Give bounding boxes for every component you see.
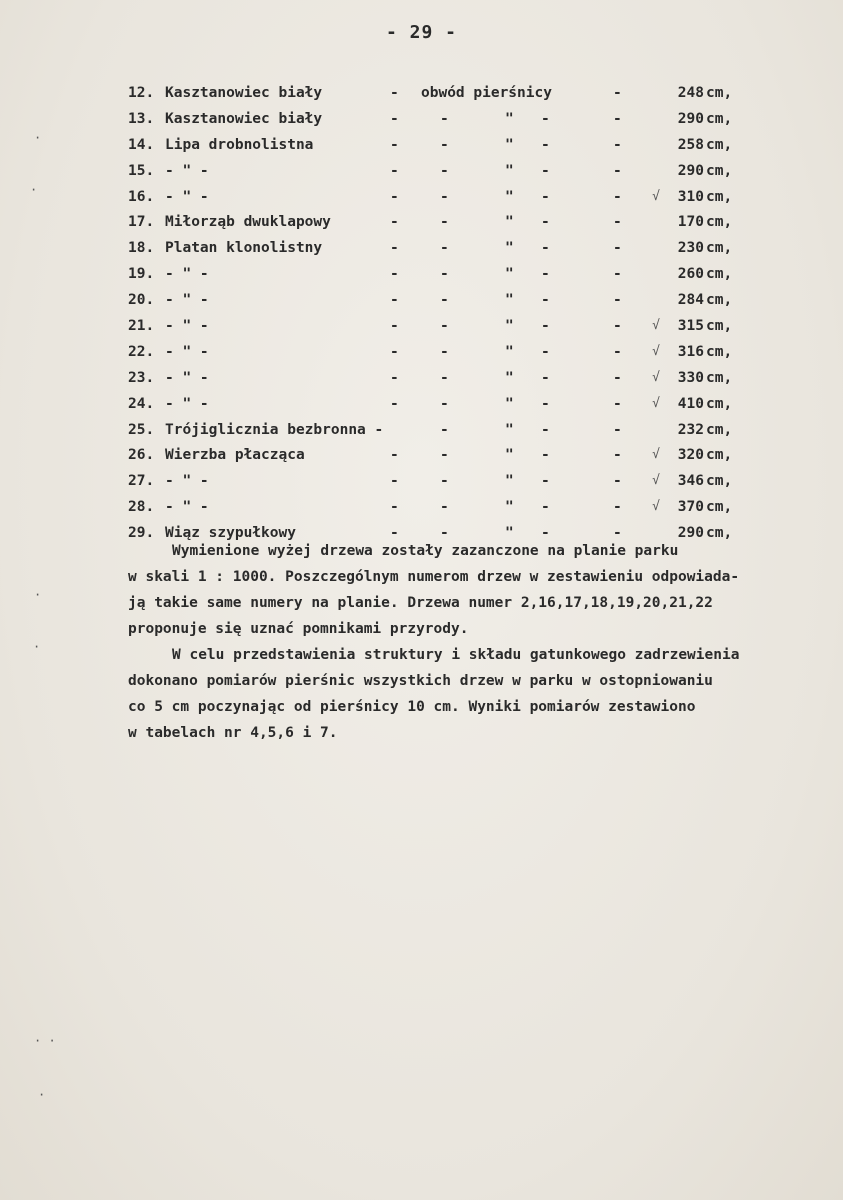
tree-row-d1: -: [390, 188, 399, 205]
tree-row-num: 25.: [128, 421, 155, 438]
tree-row-value: 290: [677, 525, 704, 542]
tree-row-d3: -: [541, 447, 550, 464]
tree-row-num: 22.: [128, 343, 155, 360]
tree-row-unit: cm,: [706, 162, 733, 179]
tree-row-q: ": [505, 525, 514, 542]
tree-row-d2: -: [440, 292, 449, 309]
paragraph-line: W celu przedstawienia struktury i składu gatunkowego zadrzewienia: [172, 647, 740, 663]
tree-row-attr: obwód pierśnicy: [421, 85, 552, 101]
tree-row-name: - " -: [165, 343, 209, 360]
tree-row-num: 20.: [128, 292, 155, 309]
tree-row-d4: -: [613, 188, 622, 205]
tree-row-d4: -: [613, 266, 622, 283]
tree-row-mark: √: [652, 395, 660, 411]
tree-row-d1: -: [390, 162, 399, 179]
tree-row-unit: cm,: [706, 292, 733, 309]
tree-row: [0, 158, 843, 184]
paper-speck: ·: [34, 131, 42, 145]
tree-row-name: Miłorząb dwuklapowy: [165, 214, 331, 231]
tree-row-d4: -: [613, 499, 622, 516]
tree-row: [0, 209, 843, 235]
tree-row-value: 290: [677, 110, 704, 127]
tree-row: [0, 468, 843, 494]
tree-row-name: Lipa drobnolistna: [165, 136, 314, 153]
tree-list: [0, 80, 843, 546]
paragraph-line: w skali 1 : 1000. Poszczególnym numerom drzew w zestawieniu odpowiada-: [128, 569, 740, 585]
tree-row-d3: -: [541, 162, 550, 179]
tree-row-num: 14.: [128, 136, 155, 153]
tree-row-name: - " -: [165, 395, 209, 412]
tree-row-d3: -: [541, 499, 550, 516]
tree-row-q: ": [505, 473, 514, 490]
tree-row: [0, 132, 843, 158]
tree-row-d3: -: [541, 318, 550, 335]
tree-row-unit: cm,: [706, 525, 733, 542]
tree-row-d1: -: [390, 110, 399, 127]
tree-row-value: 232: [677, 421, 704, 438]
tree-row-d1: -: [390, 266, 399, 283]
tree-row-d1: -: [390, 214, 399, 231]
tree-row: [0, 417, 843, 443]
tree-row-num: 27.: [128, 473, 155, 490]
tree-row-name: - " -: [165, 499, 209, 516]
tree-row-value: 330: [677, 369, 704, 386]
tree-row-d3: -: [541, 395, 550, 412]
tree-row-num: 23.: [128, 369, 155, 386]
tree-row-num: 16.: [128, 188, 155, 205]
tree-row-num: 24.: [128, 395, 155, 412]
tree-row-name: - " -: [165, 318, 209, 335]
tree-row: [0, 80, 843, 106]
tree-row-mark: √: [652, 499, 660, 515]
paragraph-line: dokonano pomiarów pierśnic wszystkich drzew w parku w ostopniowaniu: [128, 673, 713, 689]
tree-row: [0, 287, 843, 313]
tree-row-d2: -: [440, 240, 449, 257]
tree-row-d3: -: [541, 525, 550, 542]
tree-row-name: - " -: [165, 162, 209, 179]
tree-row-unit: cm,: [706, 240, 733, 257]
tree-row-d2: -: [440, 162, 449, 179]
tree-row-q: ": [505, 240, 514, 257]
tree-row-d2: -: [440, 369, 449, 386]
paragraph-line: Wymienione wyżej drzewa zostały zazanczone na planie parku: [172, 543, 679, 559]
tree-row-mark: √: [652, 369, 660, 385]
tree-row-name: - " -: [165, 188, 209, 205]
tree-row-d4: -: [613, 214, 622, 231]
tree-row-d2: -: [440, 188, 449, 205]
tree-row-name: Kasztanowiec biały: [165, 110, 323, 127]
tree-row-name: Trójiglicznia bezbronna -: [165, 421, 384, 438]
paragraph-measurements: [128, 642, 840, 746]
tree-row-q: ": [505, 292, 514, 309]
tree-row-d4: -: [613, 85, 622, 101]
tree-row-d2: -: [440, 136, 449, 153]
tree-row-d4: -: [613, 473, 622, 490]
tree-row-d4: -: [613, 421, 622, 438]
tree-row-d1: -: [390, 395, 399, 412]
tree-row-value: 284: [677, 292, 704, 309]
tree-row: [0, 235, 843, 261]
tree-row-unit: cm,: [706, 499, 733, 516]
tree-row-d4: -: [613, 162, 622, 179]
tree-row-value: 320: [677, 447, 704, 464]
tree-row-d2: -: [440, 499, 449, 516]
tree-row-d2: -: [440, 214, 449, 231]
tree-row-num: 28.: [128, 499, 155, 516]
tree-row: [0, 184, 843, 210]
tree-row-q: ": [505, 369, 514, 386]
tree-row-q: ": [505, 136, 514, 153]
tree-row-num: 17.: [128, 214, 155, 231]
tree-row-d2: -: [440, 447, 449, 464]
tree-row-num: 26.: [128, 447, 155, 464]
tree-row-d4: -: [613, 369, 622, 386]
paper-speck: ·: [33, 640, 41, 654]
paragraph-line: w tabelach nr 4,5,6 i 7.: [128, 725, 338, 741]
tree-row-d3: -: [541, 110, 550, 127]
tree-row: [0, 313, 843, 339]
paragraph-line: proponuje się uznać pomnikami przyrody.: [128, 621, 469, 637]
tree-row-unit: cm,: [706, 421, 733, 438]
tree-row-d2: -: [440, 421, 449, 438]
tree-row-q: ": [505, 214, 514, 231]
tree-row-unit: cm,: [706, 110, 733, 127]
tree-row-d2: -: [440, 395, 449, 412]
tree-row-d1: -: [390, 343, 399, 360]
tree-row-d2: -: [440, 110, 449, 127]
tree-row-name: Wierzba płacząca: [165, 447, 305, 464]
tree-row-num: 21.: [128, 318, 155, 335]
tree-row: [0, 494, 843, 520]
tree-row-unit: cm,: [706, 343, 733, 360]
tree-row-d4: -: [613, 136, 622, 153]
tree-row-mark: √: [652, 188, 660, 204]
tree-row-unit: cm,: [706, 136, 733, 153]
tree-row-d3: -: [541, 266, 550, 283]
tree-row-mark: √: [652, 473, 660, 489]
tree-row-d4: -: [613, 343, 622, 360]
tree-row: [0, 391, 843, 417]
paragraph-line: ją takie same numery na planie. Drzewa numer 2,16,17,18,19,20,21,22: [128, 595, 713, 611]
tree-row-value: 310: [677, 188, 704, 205]
tree-row: [0, 106, 843, 132]
tree-row-d2: -: [440, 473, 449, 490]
tree-row-value: 248: [677, 85, 704, 101]
tree-row-value: 410: [677, 395, 704, 412]
tree-row-q: ": [505, 499, 514, 516]
paper-speck: ·: [38, 1088, 46, 1102]
tree-row-q: ": [505, 447, 514, 464]
tree-row-d3: -: [541, 188, 550, 205]
tree-row-value: 346: [677, 473, 704, 490]
tree-row-d1: -: [390, 85, 399, 101]
tree-row-value: 370: [677, 499, 704, 516]
tree-row-name: - " -: [165, 473, 209, 490]
tree-row-name: Platan klonolistny: [165, 240, 323, 257]
tree-row-d3: -: [541, 136, 550, 153]
tree-row-d3: -: [541, 369, 550, 386]
tree-row-q: ": [505, 110, 514, 127]
page-number: - 29 -: [385, 22, 458, 43]
tree-row-value: 290: [677, 162, 704, 179]
tree-row-d3: -: [541, 240, 550, 257]
tree-row-d3: -: [541, 473, 550, 490]
tree-row-q: ": [505, 162, 514, 179]
tree-row-unit: cm,: [706, 369, 733, 386]
tree-row-value: 230: [677, 240, 704, 257]
tree-row-unit: cm,: [706, 473, 733, 490]
tree-row-unit: cm,: [706, 395, 733, 412]
paper-speck: ·: [30, 183, 38, 197]
tree-row-d2: -: [440, 266, 449, 283]
tree-row-d3: -: [541, 292, 550, 309]
tree-row-q: ": [505, 318, 514, 335]
tree-row: [0, 261, 843, 287]
paper-speck: · ·: [34, 1034, 56, 1048]
tree-row-d2: -: [440, 525, 449, 542]
tree-row-d1: -: [390, 240, 399, 257]
paragraph-tree-plan: [128, 538, 840, 642]
tree-row-name: Wiąz szypułkowy: [165, 525, 296, 542]
tree-row-d4: -: [613, 318, 622, 335]
tree-row-d4: -: [613, 525, 622, 542]
tree-row-unit: cm,: [706, 318, 733, 335]
tree-row-num: 12.: [128, 85, 155, 101]
tree-row-d4: -: [613, 240, 622, 257]
tree-row-name: Kasztanowiec biały: [165, 85, 323, 101]
tree-row-value: 170: [677, 214, 704, 231]
tree-row-d4: -: [613, 395, 622, 412]
paragraph-line: co 5 cm poczynając od pierśnicy 10 cm. Wyniki pomiarów zestawiono: [128, 699, 696, 715]
paper-speck: ·: [34, 588, 42, 602]
tree-row-d1: -: [390, 525, 399, 542]
tree-row-value: 258: [677, 136, 704, 153]
tree-row-unit: cm,: [706, 85, 733, 101]
tree-row-unit: cm,: [706, 266, 733, 283]
tree-row-num: 18.: [128, 240, 155, 257]
tree-row-num: 13.: [128, 110, 155, 127]
tree-row-unit: cm,: [706, 447, 733, 464]
tree-row-value: 315: [677, 318, 704, 335]
tree-row-d3: -: [541, 421, 550, 438]
tree-row-d1: -: [390, 473, 399, 490]
tree-row-d1: -: [390, 447, 399, 464]
tree-row-mark: √: [652, 318, 660, 334]
tree-row-d2: -: [440, 318, 449, 335]
tree-row-unit: cm,: [706, 188, 733, 205]
tree-row-value: 316: [677, 343, 704, 360]
tree-row-q: ": [505, 343, 514, 360]
tree-row-d3: -: [541, 214, 550, 231]
tree-row-d1: -: [390, 499, 399, 516]
tree-row-d2: -: [440, 343, 449, 360]
tree-row-num: 29.: [128, 525, 155, 542]
tree-row-d1: -: [390, 318, 399, 335]
tree-row-mark: √: [652, 343, 660, 359]
tree-row-d1: -: [390, 292, 399, 309]
tree-row-name: - " -: [165, 369, 209, 386]
tree-row-unit: cm,: [706, 214, 733, 231]
tree-row: [0, 365, 843, 391]
tree-row-name: - " -: [165, 266, 209, 283]
tree-row-d3: -: [541, 343, 550, 360]
tree-row: [0, 442, 843, 468]
tree-row-d1: -: [390, 369, 399, 386]
tree-row-d4: -: [613, 447, 622, 464]
tree-row-q: ": [505, 266, 514, 283]
tree-row-mark: √: [652, 447, 660, 463]
tree-row-value: 260: [677, 266, 704, 283]
tree-row-num: 19.: [128, 266, 155, 283]
tree-row-q: ": [505, 421, 514, 438]
tree-row-q: ": [505, 395, 514, 412]
tree-row-d4: -: [613, 292, 622, 309]
tree-row-num: 15.: [128, 162, 155, 179]
tree-row-d4: -: [613, 110, 622, 127]
tree-row-q: ": [505, 188, 514, 205]
tree-row-d1: -: [390, 136, 399, 153]
tree-row: [0, 339, 843, 365]
tree-row-name: - " -: [165, 292, 209, 309]
